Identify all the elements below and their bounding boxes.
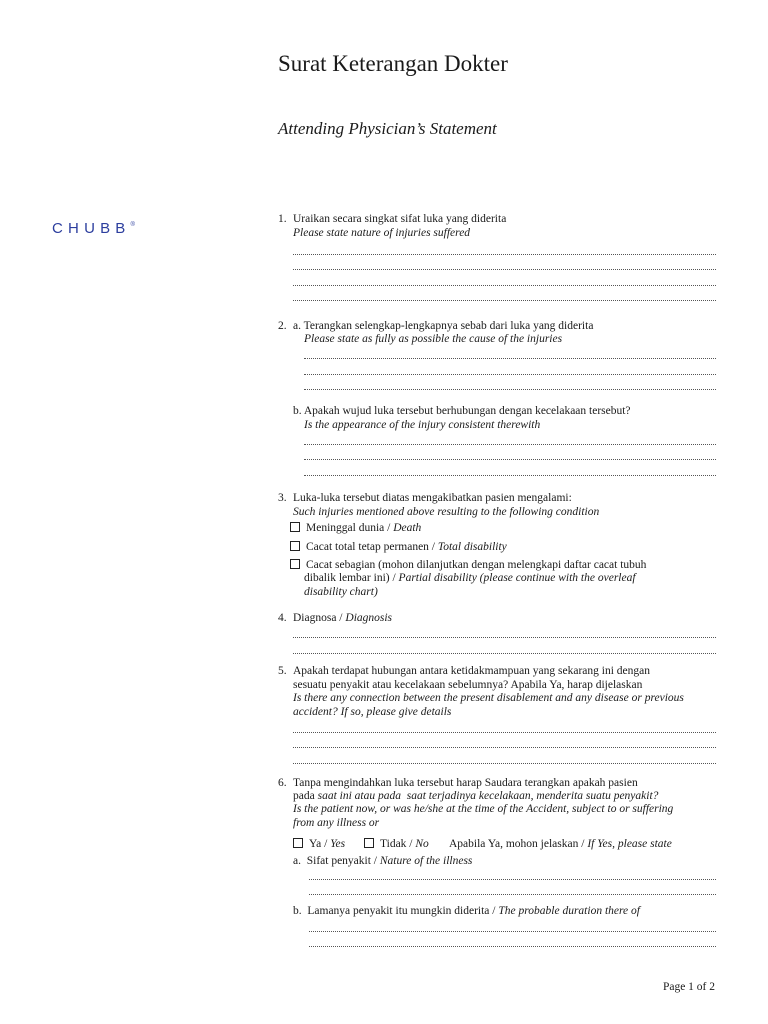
partial-disability-label-en-2: disability chart) — [304, 586, 378, 598]
yes-checkbox[interactable] — [293, 838, 303, 848]
q6a-text: a. Sifat penyakit / — [293, 855, 380, 867]
q6-text-2c: saat terjadinya kecelakaan, menderita suatu penyakit? — [400, 790, 659, 802]
logo-text: CHUBB — [52, 220, 131, 237]
q6a-text-en: Nature of the illness — [379, 855, 473, 867]
q6-option-no[interactable] — [364, 838, 429, 852]
registered-mark: ® — [130, 222, 135, 228]
q1-answer-line-3[interactable] — [293, 285, 716, 286]
q4-text: Diagnosa / — [293, 612, 346, 624]
q2b-answer-line-2[interactable] — [304, 459, 716, 460]
q6-text-en-1: Is the patient now, or was he/she at the time of the Accident, subject to or suffering — [293, 803, 674, 815]
q2a-answer-line-3[interactable] — [304, 389, 716, 390]
q4-answer-line-2[interactable] — [293, 653, 716, 654]
q3-option-death[interactable] — [290, 522, 421, 536]
q2a-answer-line-2[interactable] — [304, 374, 716, 375]
q5-text-en-2: accident? If so, please give details — [293, 706, 452, 718]
q2a-answer-line-1[interactable] — [304, 358, 716, 359]
q5-text-1: Apakah terdapat hubungan antara ketidakmampuan yang sekarang ini dengan — [293, 665, 651, 677]
q1-answer-line-1[interactable] — [293, 254, 716, 255]
no-label-en: No — [415, 838, 429, 850]
q2b-answer-line-1[interactable] — [304, 444, 716, 445]
partial-disability-line-2 — [304, 572, 636, 586]
death-label-en: Death — [393, 522, 422, 534]
q1-number: 1. — [278, 213, 287, 225]
q6-option-yes[interactable] — [293, 838, 345, 852]
q4-answer-line-1[interactable] — [293, 637, 716, 638]
partial-disability-label-1: Cacat sebagian (mohon dilanjutkan dengan melengkapi daftar cacat tubuh — [306, 559, 647, 571]
q2b-answer-line-3[interactable] — [304, 475, 716, 476]
q6-text-2a: pada — [293, 790, 318, 802]
q2b-text-en: Is the appearance of the injury consistent therewith — [304, 419, 541, 431]
page-number: Page 1 of 2 — [662, 981, 715, 993]
q6-text-2 — [293, 790, 658, 804]
partial-disability-checkbox[interactable] — [290, 559, 300, 569]
q1-answer-line-4[interactable] — [293, 300, 716, 301]
partial-disability-label-2: dibalik lembar ini) / — [304, 572, 399, 584]
q1-text: Uraikan secara singkat sifat luka yang diderita — [293, 213, 507, 225]
q2b-text: b. Apakah wujud luka tersebut berhubungan dengan kecelakaan tersebut? — [293, 405, 631, 417]
q4-label — [293, 612, 392, 626]
partial-disability-label-en-1: Partial disability (please continue with the overleaf — [398, 572, 636, 584]
q2a-text-en: Please state as fully as possible the cause of the injuries — [304, 333, 563, 345]
q6b-answer-line-2[interactable] — [309, 946, 716, 947]
q3-text-en: Such injuries mentioned above resulting to the following condition — [293, 506, 600, 518]
q6b-text-en: The probable duration there of — [498, 905, 640, 917]
total-disability-label-en: Total disability — [437, 541, 507, 553]
death-checkbox[interactable] — [290, 522, 300, 532]
q3-text: Luka-luka tersebut diatas mengakibatkan pasien mengalami: — [293, 492, 572, 504]
death-label: Meninggal dunia / — [306, 522, 394, 534]
no-label: Tidak / — [380, 838, 416, 850]
q6b-label — [293, 905, 640, 919]
q1-answer-line-2[interactable] — [293, 269, 716, 270]
q5-answer-line-1[interactable] — [293, 732, 716, 733]
q6-text-en-2: from any illness or — [293, 817, 380, 829]
q6-text-1: Tanpa mengindahkan luka tersebut harap Saudara terangkan apakah pasien — [293, 777, 638, 789]
form-title: Surat Keterangan Dokter — [278, 51, 508, 76]
q6a-answer-line-1[interactable] — [309, 879, 716, 880]
q3-option-partial-disability[interactable] — [290, 559, 646, 573]
yes-label-en: Yes — [330, 838, 346, 850]
if-yes-text: Apabila Ya, mohon jelaskan / — [449, 838, 588, 850]
q6a-answer-line-2[interactable] — [309, 894, 716, 895]
q4-number: 4. — [278, 612, 287, 624]
form-subtitle: Attending Physician’s Statement — [278, 119, 497, 138]
q6a-label — [293, 855, 472, 869]
q6b-answer-line-1[interactable] — [309, 931, 716, 932]
q3-option-total-disability[interactable] — [290, 541, 507, 555]
q5-answer-line-3[interactable] — [293, 763, 716, 764]
q4-text-en: Diagnosis — [345, 612, 393, 624]
q5-text-2: sesuatu penyakit atau kecelakaan sebelumnya? Apabila Ya, harap dijelaskan — [293, 679, 643, 691]
q6b-text: b. Lamanya penyakit itu mungkin diderita / — [293, 905, 499, 917]
yes-label: Ya / — [309, 838, 331, 850]
q2-number: 2. — [278, 320, 287, 332]
q2a-text: a. Terangkan selengkap-lengkapnya sebab dari luka yang diderita — [293, 320, 594, 332]
no-checkbox[interactable] — [364, 838, 374, 848]
q5-text-en-1: Is there any connection between the present disablement and any disease or previous — [293, 692, 684, 704]
q6-number: 6. — [278, 777, 287, 789]
chubb-logo — [52, 216, 135, 238]
q6-text-2b: saat ini atau pada — [317, 790, 401, 802]
total-disability-checkbox[interactable] — [290, 541, 300, 551]
q5-number: 5. — [278, 665, 287, 677]
q6-if-yes-label — [449, 838, 672, 852]
if-yes-text-en: If Yes, please state — [587, 838, 672, 850]
q3-number: 3. — [278, 492, 287, 504]
q1-text-en: Please state nature of injuries suffered — [293, 227, 471, 239]
q5-answer-line-2[interactable] — [293, 747, 716, 748]
total-disability-label: Cacat total tetap permanen / — [306, 541, 438, 553]
